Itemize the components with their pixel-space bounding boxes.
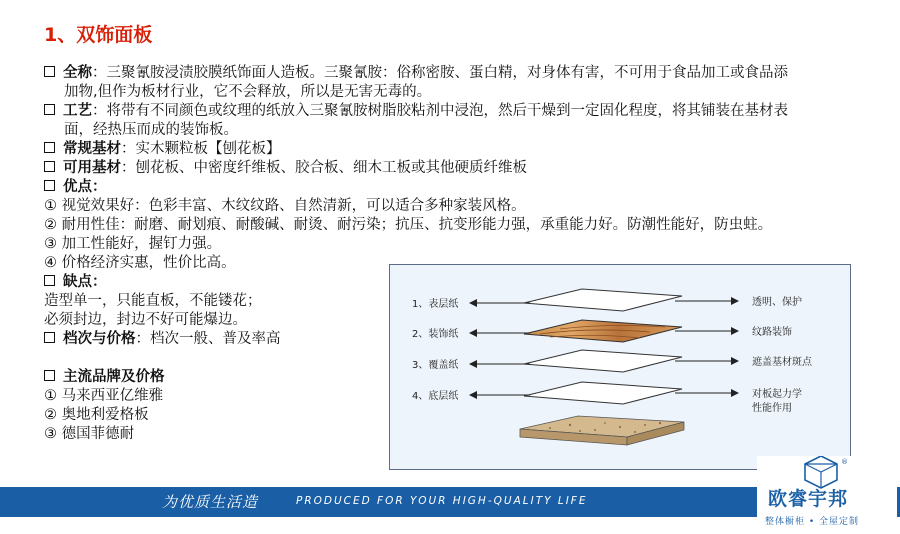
layer-diagram-svg [390,265,850,469]
grade-text: ：档次一般、普及率高 [135,331,281,347]
layer-4-label: 4、底层纸 [412,391,459,402]
brand-subtitle: 整体橱柜 • 全屋定制 [765,517,860,527]
decor-paper-sheet [524,320,682,342]
brand-item: ① 马来西亚亿维雅 [44,388,164,404]
bullet-square-icon [44,142,55,153]
process-line-2: 面，经热压而成的装饰板。 [64,122,238,138]
bullet-square-icon [44,104,55,115]
cons-label: 缺点 [63,274,92,290]
pros-item: ② 耐用性佳：耐磨、耐划痕、耐酸碱、耐烫、耐污染；抗压、抗变形能力强，承重能力好。防潮性能好，防虫蛀。 [44,217,773,233]
process-line [44,102,874,121]
layer-4-function-line-2: 性能作用 [752,403,792,414]
process-label: 工艺 [63,103,92,119]
base-material-label: 常规基材 [63,141,121,157]
brands-label: 主流品牌及价格 [63,369,165,385]
surface-paper-sheet [524,289,682,311]
full-name-line [44,64,874,83]
footer-slogan-en: PRODUCED FOR YOUR HIGH-QUALITY LIFE [296,495,588,507]
bottom-paper-sheet [524,382,682,404]
bullet-square-icon [44,370,55,381]
usable-material-text: ：刨花板、中密度纤维板、胶合板、细木工板或其他硬质纤维板 [121,160,527,176]
full-name-line-2: 加物,但作为板材行业，它不会释放，所以是无害无毒的。 [64,84,432,100]
pros-item: ③ 加工性能好，握钉力强。 [44,236,222,252]
pros-heading [44,178,874,197]
bullet-square-icon [44,180,55,191]
page-title: 1、双饰面板 [44,24,153,46]
process-text: ：将带有不同颜色或纹理的纸放入三聚氰胺树脂胶粘剂中浸泡，然后干燥到一定固化程度，将其铺装在基材表 [92,103,788,119]
brand-item: ③ 德国菲德耐 [44,426,135,442]
layer-3-function: 遮盖基材斑点 [752,357,812,368]
layer-4-function: 对板起力学 [752,389,802,400]
pros-item: ④ 价格经济实惠，性价比高。 [44,255,236,271]
bullet-square-icon [44,66,55,77]
brand-item: ② 奥地利爱格板 [44,407,149,423]
layer-2-function: 纹路装饰 [752,327,792,338]
layer-1-label: 1、表层纸 [412,299,459,310]
bullet-square-icon [44,161,55,172]
base-material-text: ：实木颗粒板【刨花板】 [121,141,281,157]
bullet-square-icon [44,275,55,286]
cover-paper-sheet [524,350,682,372]
registered-mark: ® [841,458,848,466]
usable-material-label: 可用基材 [63,160,121,176]
pros-colon: ： [92,179,107,195]
base-material-line [44,140,874,159]
cons-item: 必须封边，封边不好可能爆边。 [44,312,247,328]
footer-slogan-cn: 为优质生活造 [162,493,259,511]
layer-1-function: 透明、保护 [752,297,802,308]
bullet-square-icon [44,332,55,343]
layer-3-label: 3、覆盖纸 [412,360,459,371]
cons-colon: ： [92,274,107,290]
usable-material-line [44,159,874,178]
pros-item: ① 视觉效果好：色彩丰富、木纹纹路、自然清新，可以适合多种家装风格。 [44,198,526,214]
pros-label: 优点 [63,179,92,195]
cons-item: 造型单一，只能直板，不能镂花； [44,293,262,309]
layer-2-label: 2、装饰纸 [412,329,459,340]
grade-label: 档次与价格 [63,331,136,347]
brand-name: 欧睿宇邦 [768,488,849,510]
layer-diagram [389,264,851,470]
full-name-label: 全称 [63,65,92,81]
full-name-text: ：三聚氰胺浸渍胶膜纸饰面人造板。三聚氰胺：俗称密胺、蛋白精，对身体有害，不可用于食品加工或食品添 [92,65,788,81]
